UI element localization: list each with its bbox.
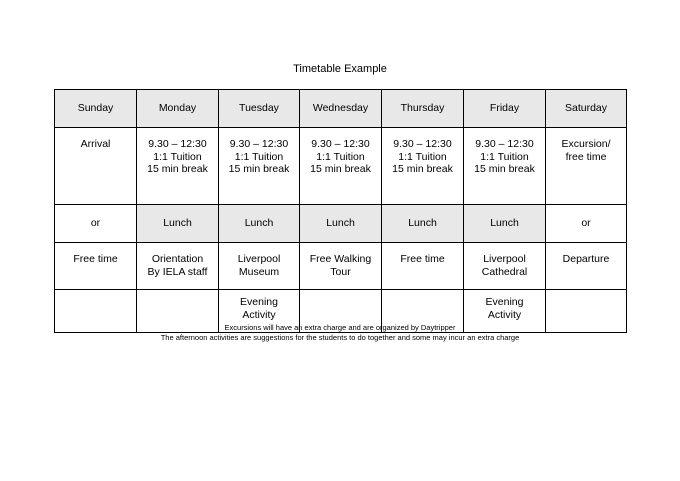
cell-wednesday-afternoon [300,243,382,290]
page-title: Timetable Example [293,63,387,75]
cell-monday-morning [137,128,219,205]
cell-line: 1:1 Tuition [316,150,365,163]
cell-wednesday-lunch: Lunch [300,205,382,243]
cell-wednesday-morning [300,128,382,205]
day-header-sunday: Sunday [55,90,137,128]
cell-saturday-morning [546,128,627,205]
day-header-friday: Friday [464,90,546,128]
cell-line: free time [565,150,607,163]
cell-monday-lunch: Lunch [137,205,219,243]
cell-line: 1:1 Tuition [234,150,284,163]
cell-line: Museum [238,265,280,278]
cell-friday-afternoon [464,243,546,290]
cell-line: Evening [240,296,278,308]
footnote-excursions: Excursions will have an extra charge and are organized by Daytripper [224,323,456,332]
cell-line: Cathedral [481,265,528,278]
cell-thursday-morning [382,128,464,205]
cell-thursday-lunch: Lunch [382,205,464,243]
cell-friday-morning [464,128,546,205]
cell-line: 9.30 – 12:30 [229,138,289,150]
lunch-row [55,205,627,243]
cell-line: 1:1 Tuition [480,150,529,163]
cell-line: Liverpool [237,253,281,265]
day-header-thursday: Thursday [382,90,464,128]
cell-line: 9.30 – 12:30 [393,138,452,150]
cell-line: Activity [487,308,522,321]
day-header-tuesday: Tuesday [219,90,300,128]
day-header-wednesday: Wednesday [300,90,382,128]
cell-line: Evening [485,296,524,308]
cell-line: 9.30 – 12:30 [311,138,370,150]
cell-thursday-afternoon [382,243,464,290]
cell-saturday-lunch: or [546,205,627,243]
cell-line: 15 min break [147,163,208,175]
cell-line: 15 min break [392,163,453,175]
afternoon-row [55,243,627,290]
cell-monday-afternoon [137,243,219,290]
footnote-afternoon: The afternoon activities are suggestions for the students to do together and some may incur an extra charge [160,333,520,342]
cell-line: Free Walking [309,253,372,265]
cell-line: Orientation [151,253,204,265]
cell-line: Arrival [80,138,111,150]
cell-line: 9.30 – 12:30 [148,138,207,150]
footnotes [0,323,680,343]
cell-line: Activity [242,308,276,321]
cell-line: Departure [562,253,610,265]
cell-sunday-afternoon [55,243,137,290]
cell-line: Excursion/ [561,138,611,150]
cell-line: 1:1 Tuition [398,150,447,163]
cell-line: Tour [330,265,351,278]
header-row [55,90,627,128]
cell-line: Free time [73,253,118,265]
cell-tuesday-lunch: Lunch [219,205,300,243]
cell-tuesday-morning [219,128,300,205]
cell-sunday-morning [55,128,137,205]
timetable [54,89,627,333]
cell-line: 9.30 – 12:30 [475,138,534,150]
cell-saturday-afternoon [546,243,627,290]
cell-friday-lunch: Lunch [464,205,546,243]
tuition-row [55,128,627,205]
cell-line: 15 min break [474,163,535,175]
cell-line: Free time [400,253,445,265]
cell-line: 1:1 Tuition [153,150,202,163]
cell-tuesday-afternoon [219,243,300,290]
cell-line: By IELA staff [147,265,208,278]
cell-line: 15 min break [310,163,371,175]
day-header-saturday: Saturday [546,90,627,128]
cell-line: Liverpool [483,253,526,265]
cell-line: 15 min break [228,163,290,175]
day-header-monday: Monday [137,90,219,128]
cell-sunday-lunch: or [55,205,137,243]
